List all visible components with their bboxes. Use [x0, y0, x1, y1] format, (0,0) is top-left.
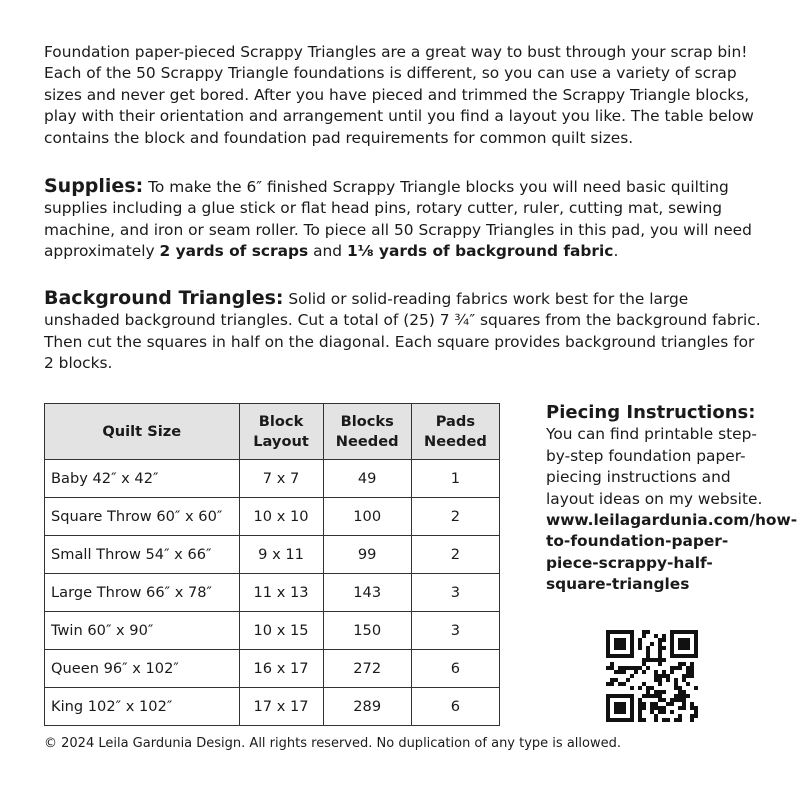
block-layout-cell: 10 x 15	[239, 612, 323, 650]
piecing-text: You can find printable step-by-step foundation paper-piecing instructions and layout ideas on my website.	[546, 425, 763, 508]
header-word: Block	[258, 412, 304, 430]
background-paragraph	[44, 288, 764, 375]
pads-needed-cell: 6	[411, 688, 499, 726]
quilt-size-cell: Twin 60″ x 90″	[45, 612, 240, 650]
table-row	[45, 650, 500, 688]
table-row	[45, 536, 500, 574]
col-pads-needed	[411, 404, 499, 460]
quilt-size-cell: King 102″ x 102″	[45, 688, 240, 726]
pads-needed-cell: 3	[411, 574, 499, 612]
table-row	[45, 612, 500, 650]
quilt-size-cell: Queen 96″ x 102″	[45, 650, 240, 688]
background-text: Solid or solid-reading fabrics work best for the large unshaded background triangles. Cut a total of (25) 7 ¾″ squares from the background fabric. Then cut the squares in half on the diagonal. Each square provides background triangles for 2 blocks.	[44, 290, 761, 373]
quilt-size-cell: Square Throw 60″ x 60″	[45, 498, 240, 536]
blocks-needed-cell: 150	[323, 612, 411, 650]
col-quilt-size: Quilt Size	[45, 404, 240, 460]
pads-needed-cell: 2	[411, 498, 499, 536]
blocks-needed-cell: 49	[323, 460, 411, 498]
table-header-row	[45, 404, 500, 460]
header-word: Pads	[435, 412, 476, 430]
requirements-table	[44, 403, 500, 726]
table-row	[45, 498, 500, 536]
website-link[interactable]: www.leilagardunia.com/how-to-foundation-paper-piece-scrappy-half-square-triangles	[546, 511, 798, 594]
supplies-text: To make the 6″ finished Scrappy Triangle blocks you will need basic quilting supplies including a glue stick or flat head pins, rotary cutter, ruler, cutting mat, sewing machine, and iron or seam roller. To piece all 50 Scrappy Triangles in this pad, you will need approximately	[44, 178, 752, 261]
block-layout-cell: 11 x 13	[239, 574, 323, 612]
header-word: Layout	[253, 432, 309, 450]
supplies-connector: and	[308, 242, 347, 261]
qr-code-icon	[606, 630, 698, 722]
table-row	[45, 460, 500, 498]
header-word: Blocks	[340, 412, 394, 430]
supplies-paragraph	[44, 176, 764, 263]
pads-needed-cell: 3	[411, 612, 499, 650]
copyright-footer: © 2024 Leila Gardunia Design. All rights reserved. No duplication of any type is allowed.	[44, 736, 621, 751]
piecing-title: Piecing Instructions:	[546, 402, 756, 423]
header-word: Needed	[423, 432, 487, 450]
blocks-needed-cell: 100	[323, 498, 411, 536]
block-layout-cell: 7 x 7	[239, 460, 323, 498]
block-layout-cell: 16 x 17	[239, 650, 323, 688]
piecing-instructions	[546, 402, 798, 596]
blocks-needed-cell: 289	[323, 688, 411, 726]
col-block-layout	[239, 404, 323, 460]
header-word: Needed	[335, 432, 399, 450]
col-blocks-needed	[323, 404, 411, 460]
quilt-size-cell: Baby 42″ x 42″	[45, 460, 240, 498]
quilt-size-cell: Large Throw 66″ x 78″	[45, 574, 240, 612]
quilt-size-cell: Small Throw 54″ x 66″	[45, 536, 240, 574]
supplies-heading: Supplies:	[44, 175, 144, 197]
table-row	[45, 688, 500, 726]
pads-needed-cell: 6	[411, 650, 499, 688]
supplies-end: .	[613, 242, 619, 261]
block-layout-cell: 10 x 10	[239, 498, 323, 536]
blocks-needed-cell: 143	[323, 574, 411, 612]
background-fabric-amount: 1⅛ yards of background fabric	[346, 242, 614, 261]
block-layout-cell: 9 x 11	[239, 536, 323, 574]
intro-paragraph: Foundation paper-pieced Scrappy Triangles are a great way to bust through your scrap bin! Each of the 50 Scrappy Triangle foundations is different, so you can use a variety of scrap sizes and never get bored. After you have pieced and trimmed the Scrappy Triangle blocks, play with their orientation and arrangement until you find a layout you like. The table below contains the block and foundation pad requirements for common quilt sizes.	[44, 43, 754, 147]
table-row	[45, 574, 500, 612]
blocks-needed-cell: 272	[323, 650, 411, 688]
background-heading: Background Triangles:	[44, 287, 284, 309]
scraps-amount: 2 yards of scraps	[159, 242, 309, 261]
block-layout-cell: 17 x 17	[239, 688, 323, 726]
pads-needed-cell: 2	[411, 536, 499, 574]
pads-needed-cell: 1	[411, 460, 499, 498]
blocks-needed-cell: 99	[323, 536, 411, 574]
